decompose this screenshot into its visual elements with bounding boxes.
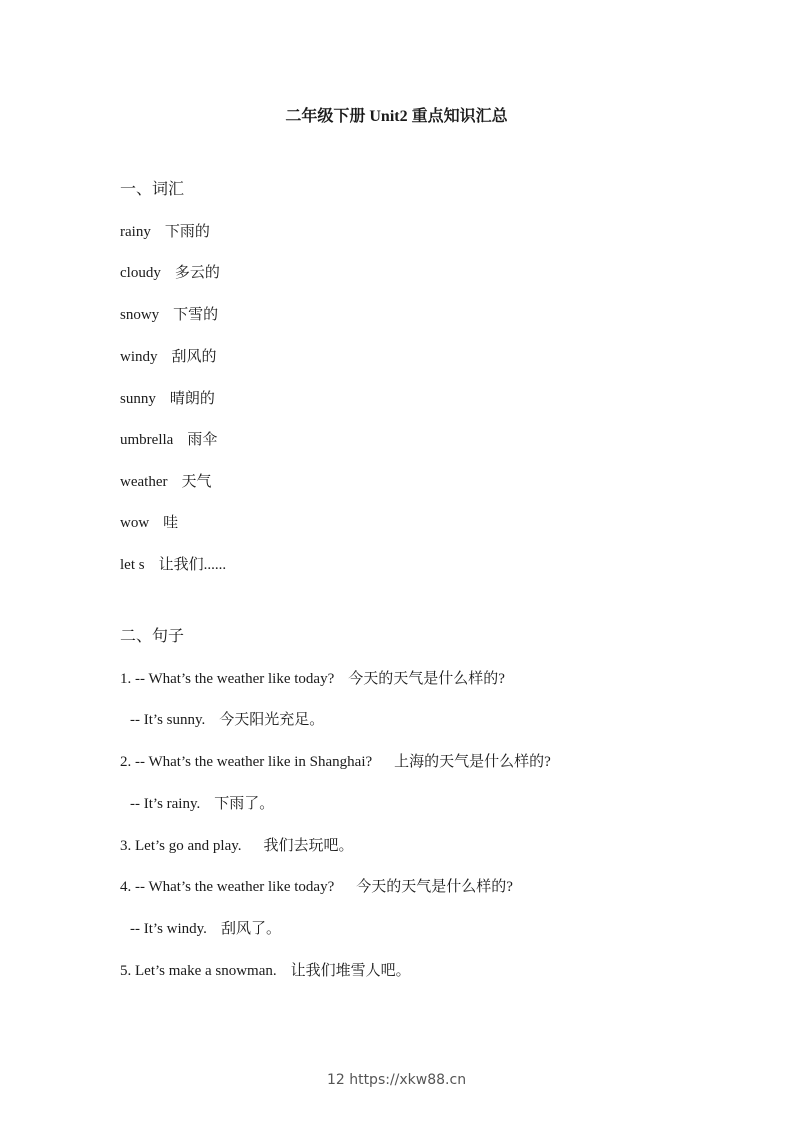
vocab-item <box>120 430 217 450</box>
sentence-en: -- It’s sunny. <box>130 712 206 728</box>
sentence-zh: 我们去玩吧。 <box>263 838 354 854</box>
vocab-item <box>120 389 215 409</box>
sentence-zh: 下雨了。 <box>214 796 275 812</box>
sentence-line <box>130 794 274 814</box>
vocab-en: snowy <box>120 307 160 323</box>
vocab-zh: 下雨的 <box>164 224 210 240</box>
vocab-item <box>120 472 211 492</box>
vocab-zh: 下雪的 <box>173 307 219 323</box>
vocab-item <box>120 222 210 242</box>
sentence-line <box>120 752 551 772</box>
sentence-en: -- It’s rainy. <box>130 796 201 812</box>
vocab-zh: 让我们...... <box>158 557 227 573</box>
sentence-en: -- It’s windy. <box>130 921 207 937</box>
sentence-line <box>120 836 354 856</box>
vocab-zh: 雨伞 <box>187 432 218 448</box>
sentence-en: 2. -- What’s the weather like in Shanghai? <box>120 754 373 770</box>
vocab-en: sunny <box>120 391 156 407</box>
sentence-line <box>130 710 324 730</box>
vocab-en: windy <box>120 349 158 365</box>
sentence-line <box>120 961 411 981</box>
sentence-en: 3. Let’s go and play. <box>120 838 242 854</box>
vocab-item <box>120 305 218 325</box>
section-heading-sentences: 二、句子 <box>120 628 185 645</box>
page-footer: 12 https://xkw88.cn <box>326 1072 467 1088</box>
page-title: 二年级下册 Unit2 重点知识汇总 <box>285 108 508 125</box>
vocab-zh: 刮风的 <box>171 349 217 365</box>
vocab-en: cloudy <box>120 265 161 281</box>
sentence-en: 4. -- What’s the weather like today? <box>120 879 335 895</box>
sentence-zh: 上海的天气是什么样的? <box>394 754 551 770</box>
sentence-zh: 刮风了。 <box>220 921 281 937</box>
vocab-en: weather <box>120 474 168 490</box>
vocab-item <box>120 513 178 533</box>
sentence-en: 5. Let’s make a snowman. <box>120 963 277 979</box>
vocab-zh: 哇 <box>163 515 179 531</box>
vocab-en: let s <box>120 557 145 573</box>
sentence-line <box>120 669 505 689</box>
vocab-item <box>120 555 226 575</box>
sentence-line <box>120 877 513 897</box>
sentence-en: 1. -- What’s the weather like today? <box>120 671 335 687</box>
sentence-zh: 今天的天气是什么样的? <box>356 879 513 895</box>
vocab-en: rainy <box>120 224 151 240</box>
vocab-zh: 天气 <box>181 474 212 490</box>
vocab-en: umbrella <box>120 432 174 448</box>
sentence-zh: 让我们堆雪人吧。 <box>290 963 411 979</box>
vocab-item <box>120 263 220 283</box>
vocab-en: wow <box>120 515 150 531</box>
sentence-line <box>130 919 281 939</box>
sentence-zh: 今天的天气是什么样的? <box>348 671 505 687</box>
vocab-zh: 晴朗的 <box>169 391 215 407</box>
vocab-zh: 多云的 <box>174 265 220 281</box>
vocab-item <box>120 347 217 367</box>
section-heading-vocab: 一、词汇 <box>120 181 185 198</box>
sentence-zh: 今天阳光充足。 <box>219 712 325 728</box>
